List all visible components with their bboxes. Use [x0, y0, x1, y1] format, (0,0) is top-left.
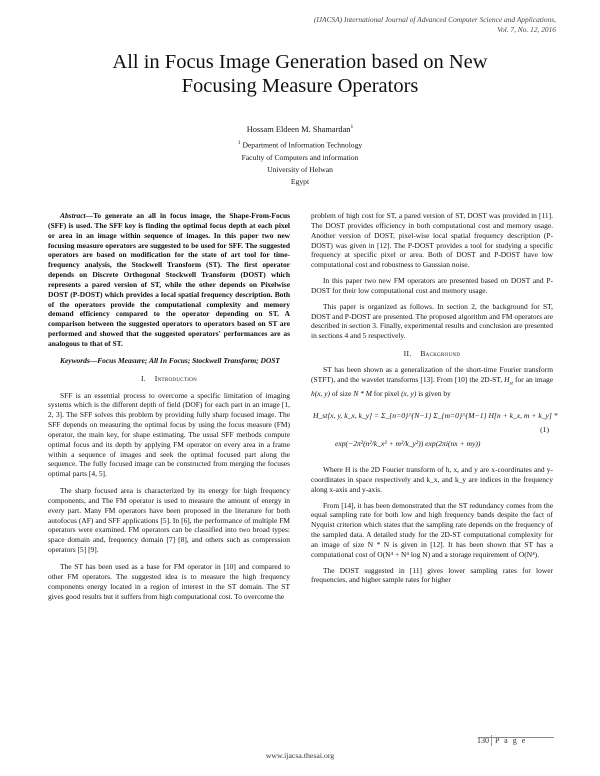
- affiliation: [0, 137, 600, 188]
- bg-text-c: of size: [331, 389, 352, 399]
- bg-text-b: for an image: [514, 374, 554, 384]
- right-paragraph-3: This paper is organized as follows. In section 2, the background for ST, DOST and P-DOST are presented. The proposed algorithm and FM operators are described in section 3. Finally, experimental results and conclusion are presented in sections 4 and 5 respectively.: [311, 301, 553, 341]
- section-1-title: Introduction: [154, 373, 198, 383]
- paper-title: [60, 50, 540, 98]
- symbol-hst: $H_{st}$: [504, 374, 513, 387]
- journal-name: (IJACSA) International Journal of Advanced Computer Science and Applications,: [313, 15, 556, 24]
- background-paragraph-2: From [14], it has been demonstrated that the ST redundancy comes from the equal sampling rate for both low and high frequency bands despite the fact of Nyquist criterion which states that the sampling rate depends on the frequency of the sampled data. A detailed study for the 2D-ST computational complexity for an image of size N * N is given in [12]. It has been shown that ST has a computational cost of O(N⁴ + N⁴ log N) and a storage requirement of O(N⁴).: [311, 500, 553, 559]
- right-column: [311, 211, 558, 585]
- journal-volume: Vol. 7, No. 12, 2016: [497, 25, 556, 34]
- right-paragraph-2: In this paper two new FM operators are presented based on DOST and P-DOST for their low computational cost and memory usage.: [311, 276, 553, 295]
- abstract-text: —To generate an all in focus image, the Shape-From-Focus (SFF) is used. The SFF key is finding the optimal focus depth at each pixel or area in an image within sequence of images. In this paper two new focusing measure operators are suggested to be used for SFF. The suggested operators are based on modification for the state of art tool for time-frequency analysis, the Stockwell Transform (ST). The first operator depends on Discrete Orthogonal Stockwell Transform (DOST) which represents a pared version of ST, while the other depends on Pixelwise DOST (P-DOST) which provides a local spatial frequency description. Both of the operators provide the computational complexity and memory demand efficiency compared to the operator depending on ST. A comparison between the suggested operators to operators based on ST are performed and showed that the suggested operators' performances are as analogous to that of ST.: [48, 211, 290, 348]
- bg-text-a: ST has been shown as a generalization of the short-time Fourier transform (STFT), and the wavelet transforms [13]. From [10] the 2D-ST,: [311, 364, 553, 384]
- affil-department: Department of Information Technology: [242, 140, 363, 150]
- intro-paragraph-1: SFF is an essential process to overcome a specific limitation of imaging systems which is the different depth of field (DOF) for each part in an image [1, 2, 3]. The SFF solves this problem by providing fully sharp focused image. The SFF depends on measuring the optimal focus by using the focus measure (FM) operator, the main key, for shape estimating. The usual SFF methods compute optimal focus and its depth by applying FM operator on every area in a frame within a sequence of images and seek the optimal focused part along the sequence. The fully focused image can be constructed from merging the focuses optimal parts [4, 5].: [48, 390, 290, 479]
- title-line-2: Focusing Measure Operators: [181, 75, 419, 97]
- section-2-title: Background: [420, 349, 461, 359]
- equation-line-1: H_st[x, y, k_x, k_y] = Σ_{n=0}^{N−1} Σ_{m=0}^{M−1} H[n + k_x, m + k_y] *: [313, 410, 558, 420]
- page-number: 130 P a g e: [477, 736, 527, 745]
- section-2-number: II.: [403, 349, 412, 359]
- title-line-1: All in Focus Image Generation based on New: [112, 51, 488, 73]
- intro-paragraph-3: The ST has been used as a base for FM operator in [10] and compared to other FM operators. The suggested idea is to measure the high frequency components energy located in a region of interest in the ST domain. The ST gives good results but it suffers from high computational cost. To overcome the: [48, 562, 290, 601]
- symbol-size: N * M: [353, 389, 372, 399]
- abstract: [48, 211, 290, 349]
- author-superscript: 1: [350, 124, 354, 130]
- footer-rule: [478, 737, 554, 738]
- author-text: Hossam Eldeen M. Shamardan: [246, 124, 351, 134]
- keywords-label: Keywords—: [60, 355, 98, 365]
- equation-1: [311, 403, 558, 463]
- intro-paragraph-2: The sharp focused area is characterized by its energy for high frequency components, and The FM operator is used to measure the amount of energy in every part. Many FM operators have been proposed in the literature for both autofocus (AF) and SFF applications [5]. In [6], the performance of multiple FM operators were examined. FM operators can be classified into two broad types: space domain and, frequency domain [7] [8], and others such as compression operators [5] [9].: [48, 486, 290, 555]
- background-paragraph-1: [311, 365, 553, 399]
- equation-line-2: exp(−2π²(n²/k_x² + m²/k_y²)) exp(2πi(nx + my)): [335, 438, 481, 448]
- affil-country: Egypt: [290, 176, 310, 186]
- abstract-label: Abstract: [60, 211, 86, 220]
- symbol-pixel: (x, y): [401, 389, 417, 399]
- journal-header: [176, 15, 556, 35]
- keywords-text: Focus Measure; All In Focus; Stockwell Transform; DOST: [97, 355, 280, 365]
- equation-number: (1): [540, 424, 549, 434]
- affil-faculty: Faculty of Computers and information: [241, 152, 359, 162]
- section-heading-introduction: [48, 374, 290, 384]
- section-1-number: I.: [140, 373, 146, 383]
- left-column: [48, 211, 290, 601]
- equation-where-text: Where H is the 2D Fourier transform of h, x, and y are x-coordinates and y-coordinates in space respectively and k_x, and k_y are indices in the frequency along x-axis and y-axis.: [311, 464, 553, 494]
- keywords: [48, 356, 290, 366]
- affil-university: University of Helwan: [267, 164, 333, 174]
- bg-text-e: is given by: [418, 389, 451, 399]
- page-label: P a g e: [495, 736, 527, 745]
- symbol-hxy: h(x, y): [311, 389, 330, 399]
- bg-text-d: for pixel: [373, 389, 400, 399]
- author-name: [0, 124, 600, 134]
- section-heading-background: [311, 349, 553, 359]
- affil-superscript: 1: [237, 140, 241, 146]
- right-paragraph-1: problem of high cost for ST, a pared version of ST, DOST was provided in [11]. The DOST provides efficiency in both computational cost and memory usage. Another version of DOST, pixel-wise local spatial frequency description (P-DOST) was given in [12]. The P-DOST provides a tool for studying a specific frequency at specific pixel or area. Both of DOST and P-DOST have low computational cost and robustness to Gaussian noise.: [311, 211, 553, 270]
- footer-url[interactable]: www.ijacsa.thesai.org: [265, 751, 335, 760]
- background-paragraph-3: The DOST suggested in [11] gives lower sampling rates for lower frequencies, and higher sample rates for higher: [311, 565, 553, 585]
